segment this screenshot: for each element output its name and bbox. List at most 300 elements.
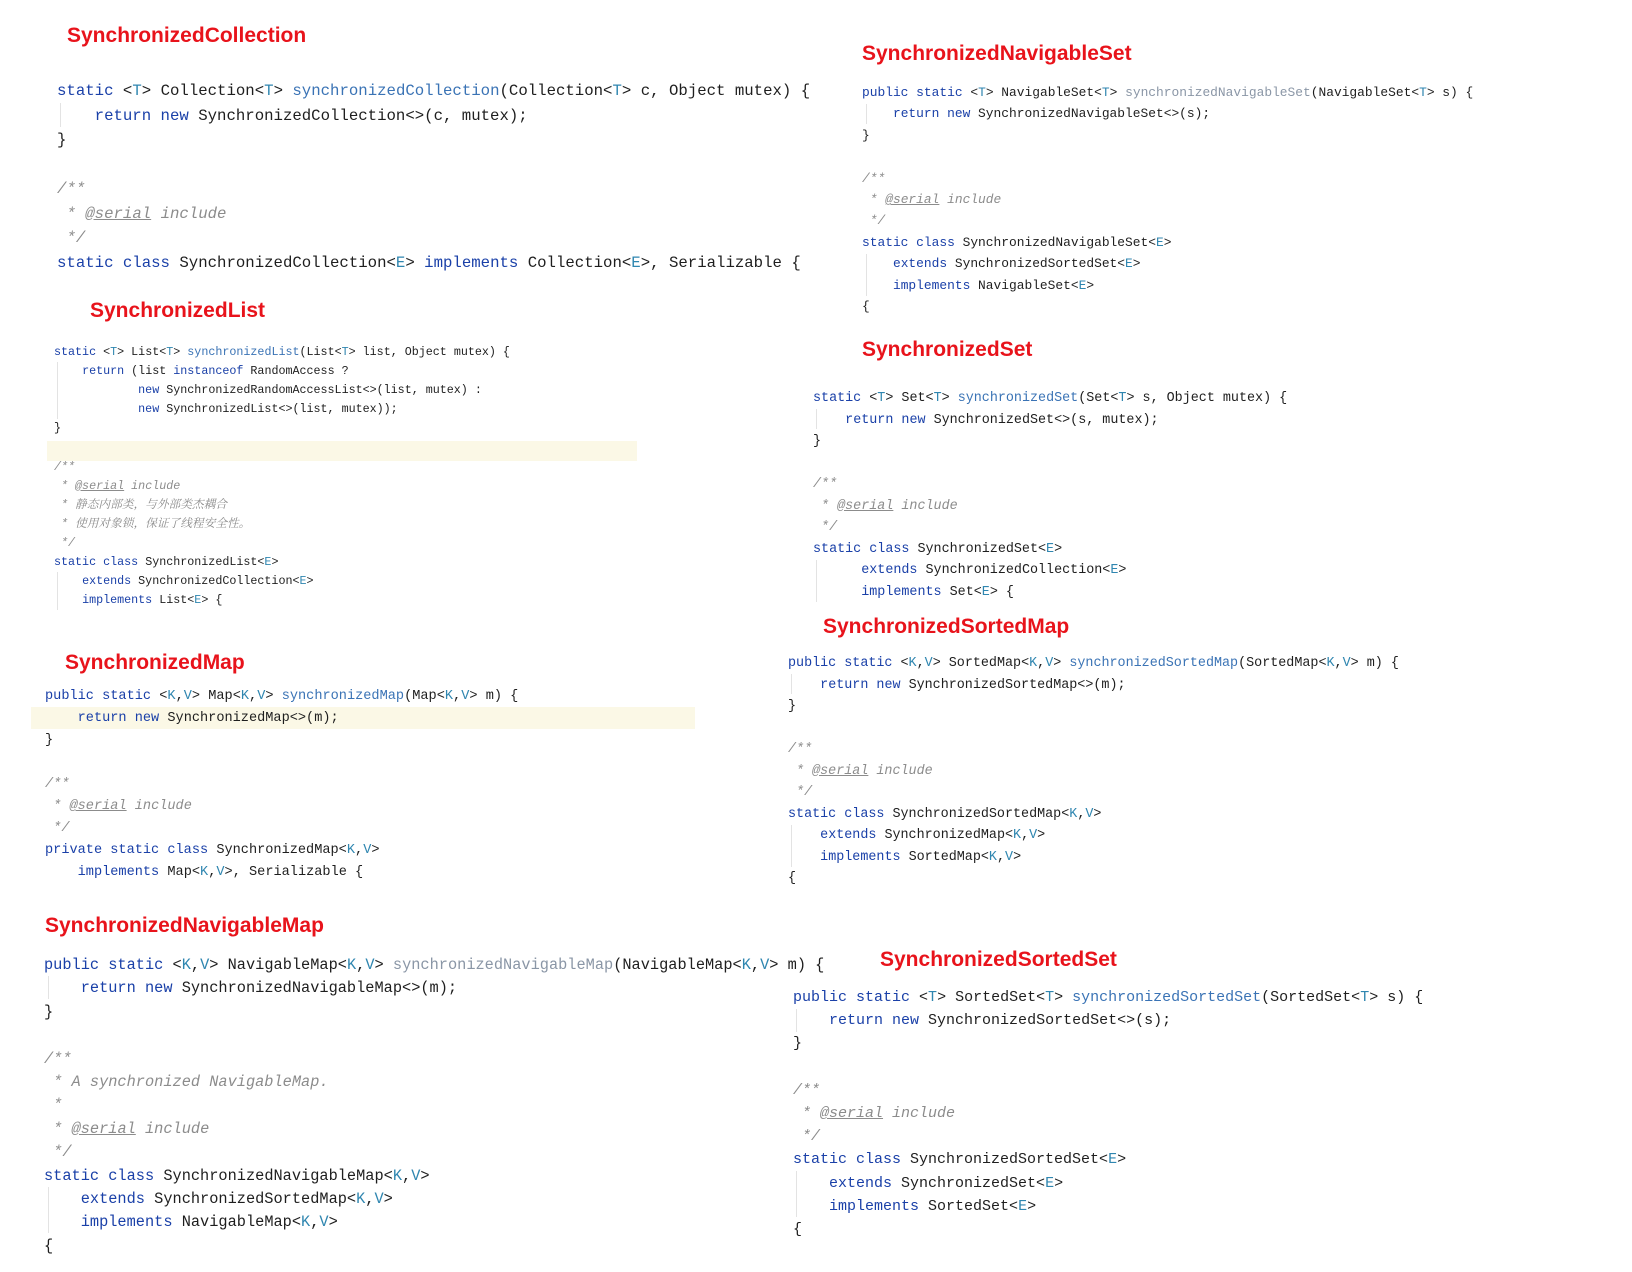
code-token: , bbox=[1021, 828, 1030, 843]
code-token: K bbox=[200, 865, 209, 880]
code-token: , bbox=[750, 956, 761, 974]
code-token bbox=[44, 1213, 81, 1231]
indent-guide bbox=[816, 560, 817, 602]
code-token: > bbox=[420, 1166, 430, 1185]
code-token: } bbox=[862, 127, 870, 143]
code-token: SynchronizedRandomAccessList<>(list, mutex) : bbox=[166, 383, 482, 398]
code-line bbox=[45, 752, 518, 774]
code-token: include bbox=[135, 1119, 210, 1138]
code-token: synchronizedSortedMap bbox=[1069, 656, 1239, 671]
code-line bbox=[44, 1188, 824, 1211]
code-token: E bbox=[299, 574, 307, 589]
code-token: (list bbox=[131, 364, 174, 379]
code-token: synchronizedSortedSet bbox=[1072, 989, 1262, 1006]
code-line bbox=[788, 761, 1399, 783]
code-token: SynchronizedSortedSet< bbox=[954, 256, 1126, 272]
code-token: * 使用对象锁，保证了线程安全性。 bbox=[54, 516, 251, 531]
code-token: SynchronizedSet< bbox=[901, 1174, 1046, 1192]
code-token: implements bbox=[892, 277, 979, 293]
code-token: > Map< bbox=[191, 689, 241, 704]
code-line bbox=[44, 1094, 824, 1117]
code-token: @serial bbox=[69, 799, 127, 814]
code-line bbox=[793, 1125, 1423, 1148]
code-token: < bbox=[159, 689, 168, 704]
code-token: SynchronizedSortedMap< bbox=[154, 1190, 357, 1209]
indent-guide bbox=[48, 1187, 49, 1233]
code-token: E bbox=[1108, 1151, 1118, 1169]
code-token: > bbox=[941, 391, 958, 406]
code-token: Collection< bbox=[527, 253, 632, 272]
code-token: return new bbox=[829, 1012, 929, 1030]
code-token: T bbox=[110, 345, 118, 359]
code-line bbox=[813, 410, 1287, 432]
snippet-title-navigable-set: SynchronizedNavigableSet bbox=[862, 42, 1132, 65]
code-line bbox=[57, 202, 810, 227]
code-token: > bbox=[1027, 1197, 1037, 1215]
code-token: implements bbox=[80, 1213, 182, 1232]
code-token: T bbox=[877, 391, 886, 406]
code-token: @serial bbox=[837, 498, 894, 514]
code-line bbox=[57, 226, 810, 251]
code-token: { bbox=[788, 871, 797, 886]
code-token: V bbox=[1045, 656, 1054, 671]
code-token: include bbox=[883, 1105, 956, 1123]
code-line bbox=[793, 1032, 1423, 1055]
code-line bbox=[54, 496, 510, 515]
code-token: SynchronizedSortedSet< bbox=[910, 1151, 1109, 1169]
code-token: V bbox=[1085, 806, 1094, 822]
code-line bbox=[54, 534, 510, 553]
code-token: > bbox=[1118, 563, 1127, 578]
code-token: V bbox=[363, 843, 372, 858]
code-token: return new bbox=[845, 412, 934, 428]
code-token: NavigableMap< bbox=[181, 1213, 302, 1232]
code-token: E bbox=[194, 593, 202, 608]
snippet-title-sorted-map: SynchronizedSortedMap bbox=[823, 615, 1070, 638]
code-token: return new bbox=[892, 106, 979, 122]
code-token: > m) { bbox=[469, 689, 519, 704]
code-token: K bbox=[346, 843, 356, 858]
code-token: SynchronizedNavigableSet< bbox=[962, 234, 1156, 250]
code-token: static bbox=[813, 391, 870, 406]
code-token: synchronizedList bbox=[187, 345, 300, 359]
code-token: extends bbox=[829, 1174, 902, 1192]
code-token: T bbox=[1045, 989, 1055, 1006]
code-line bbox=[54, 400, 510, 419]
code-token: Map< bbox=[167, 865, 201, 880]
code-token: < bbox=[900, 656, 909, 671]
code-token bbox=[788, 678, 820, 693]
code-token: /** bbox=[44, 1049, 72, 1068]
code-line bbox=[45, 796, 518, 818]
code-token bbox=[54, 402, 138, 416]
code-token: new bbox=[138, 383, 167, 398]
code-token: > bbox=[383, 1190, 393, 1209]
code-token: K bbox=[240, 689, 250, 704]
code-line bbox=[862, 296, 1473, 317]
code-line bbox=[788, 847, 1399, 869]
code-line bbox=[44, 977, 824, 1000]
indent-guide bbox=[57, 362, 58, 419]
code-line bbox=[44, 1235, 824, 1258]
code-token: * bbox=[57, 204, 86, 223]
code-token: E bbox=[1125, 256, 1133, 272]
code-token: } bbox=[813, 434, 822, 449]
code-token: T bbox=[612, 82, 622, 100]
code-token: /** bbox=[57, 180, 86, 198]
code-token: { bbox=[793, 1221, 803, 1239]
code-token: */ bbox=[45, 821, 70, 836]
code-token: (List< bbox=[299, 345, 342, 359]
code-token: /** bbox=[793, 1081, 821, 1099]
code-token: synchronizedCollection bbox=[292, 82, 500, 100]
code-token: } bbox=[44, 1002, 54, 1021]
code-token: > bbox=[1053, 656, 1070, 671]
code-token: * A synchronized NavigableMap. bbox=[44, 1073, 329, 1092]
code-token: public static bbox=[45, 689, 160, 704]
code-token: K bbox=[181, 956, 191, 974]
code-token: > bbox=[374, 956, 393, 974]
code-token: synchronizedMap bbox=[281, 689, 405, 704]
code-line bbox=[57, 153, 810, 178]
code-line bbox=[44, 1024, 824, 1047]
code-token: return bbox=[82, 364, 132, 379]
code-token: /** bbox=[54, 459, 76, 474]
code-token: > bbox=[1086, 277, 1095, 293]
code-token: , bbox=[365, 1190, 375, 1209]
code-token: } bbox=[793, 1035, 803, 1053]
code-line bbox=[813, 582, 1287, 604]
snippet-title-collection: SynchronizedCollection bbox=[67, 24, 307, 47]
code-token: SynchronizedMap<>(m); bbox=[167, 711, 339, 726]
code-token: K bbox=[444, 689, 454, 704]
code-line bbox=[44, 1071, 824, 1094]
code-line bbox=[44, 1165, 824, 1188]
code-token bbox=[44, 979, 81, 997]
code-token: > NavigableMap< bbox=[209, 956, 347, 974]
code-token: include bbox=[126, 799, 192, 814]
code-token bbox=[54, 574, 82, 588]
code-token: extends bbox=[82, 574, 139, 589]
code-line bbox=[57, 104, 810, 129]
code-token: static bbox=[57, 82, 123, 100]
code-token: K bbox=[346, 956, 357, 974]
code-token: > bbox=[1054, 1174, 1064, 1192]
code-token: < bbox=[970, 85, 979, 100]
code-token: static class bbox=[44, 1166, 164, 1185]
code-token: * 静态内部类，与外部类杰耦合 bbox=[54, 497, 227, 512]
code-line bbox=[793, 1009, 1423, 1032]
code-token: V bbox=[374, 1190, 384, 1209]
code-token: , bbox=[249, 689, 258, 704]
code-line bbox=[54, 343, 510, 362]
code-token: T bbox=[264, 82, 274, 100]
indent-guide bbox=[866, 254, 867, 296]
code-token: > c, Object mutex) { bbox=[621, 82, 811, 100]
code-token: } bbox=[45, 733, 54, 748]
snippet-title-set: SynchronizedSet bbox=[862, 338, 1033, 361]
code-token: Set< bbox=[949, 584, 982, 600]
code-token: K bbox=[908, 656, 917, 671]
code-token: (NavigableSet< bbox=[1310, 85, 1420, 100]
code-token: V bbox=[216, 865, 225, 880]
code-token: (SortedSet< bbox=[1261, 989, 1361, 1006]
code-token: SortedSet< bbox=[928, 1197, 1019, 1215]
code-token: , bbox=[1037, 656, 1046, 671]
code-line bbox=[862, 103, 1473, 124]
code-line bbox=[54, 477, 510, 496]
code-token bbox=[54, 364, 82, 378]
code-snippet-map bbox=[45, 686, 518, 884]
code-token: private static class bbox=[45, 843, 217, 858]
indent-guide bbox=[791, 674, 792, 694]
code-token: */ bbox=[813, 520, 838, 535]
code-token: include bbox=[939, 192, 1002, 208]
code-token: K bbox=[741, 956, 751, 974]
code-token: > bbox=[405, 253, 425, 272]
code-token: @serial bbox=[820, 1105, 884, 1123]
indent-guide bbox=[791, 825, 792, 867]
code-token: include bbox=[893, 498, 958, 514]
code-token: V bbox=[411, 1166, 421, 1185]
code-token: * bbox=[788, 763, 813, 779]
code-token: , bbox=[190, 956, 201, 974]
code-line bbox=[862, 253, 1473, 274]
code-line bbox=[813, 496, 1287, 518]
code-token: public static bbox=[788, 656, 901, 671]
code-line bbox=[788, 825, 1399, 847]
code-token: E bbox=[1018, 1197, 1028, 1215]
code-line bbox=[44, 1211, 824, 1234]
code-token: SynchronizedList<>(list, mutex)); bbox=[166, 402, 398, 417]
code-line bbox=[54, 381, 510, 400]
code-snippet-collection bbox=[57, 79, 810, 275]
code-token bbox=[54, 593, 82, 607]
code-token: > bbox=[1163, 234, 1172, 250]
code-token bbox=[793, 1012, 829, 1029]
code-token: V bbox=[183, 689, 192, 704]
code-token: > bbox=[1117, 1151, 1127, 1169]
code-token: SynchronizedCollection<>(c, mutex); bbox=[198, 106, 528, 125]
code-token: return new bbox=[77, 711, 168, 726]
code-line bbox=[862, 168, 1473, 189]
code-snippet-navigable-map bbox=[44, 954, 824, 1258]
code-token: (NavigableMap< bbox=[613, 956, 742, 974]
code-token: synchronizedSet bbox=[957, 391, 1079, 406]
code-token: K bbox=[1326, 656, 1335, 671]
code-token: > s, Object mutex) { bbox=[1126, 391, 1288, 406]
code-token: > bbox=[306, 574, 314, 589]
code-token: V bbox=[1005, 849, 1014, 865]
code-token: @serial bbox=[71, 1119, 136, 1138]
code-line bbox=[793, 1172, 1423, 1195]
code-token: /** bbox=[862, 170, 886, 186]
code-token: < bbox=[122, 82, 133, 100]
code-token: T bbox=[928, 989, 938, 1006]
code-token: > s) { bbox=[1426, 85, 1474, 100]
code-token: } bbox=[57, 131, 67, 149]
code-token: implements bbox=[820, 849, 909, 865]
code-token: implements bbox=[82, 593, 160, 608]
code-line bbox=[813, 431, 1287, 453]
code-token: SynchronizedMap< bbox=[216, 843, 347, 858]
code-line bbox=[54, 572, 510, 591]
code-token: < bbox=[919, 989, 929, 1006]
code-token: extends bbox=[80, 1190, 155, 1209]
code-line bbox=[813, 539, 1287, 561]
code-token: > bbox=[173, 345, 188, 359]
code-token: extends bbox=[820, 828, 885, 843]
code-token: SynchronizedMap< bbox=[884, 828, 1014, 843]
code-token: > m) { bbox=[769, 956, 825, 974]
code-token: , bbox=[356, 956, 366, 974]
code-line bbox=[813, 517, 1287, 539]
code-token: >, Serializable { bbox=[640, 253, 801, 272]
code-line bbox=[788, 718, 1399, 740]
code-token: SynchronizedCollection< bbox=[179, 253, 396, 272]
code-token bbox=[45, 711, 78, 726]
code-token: T bbox=[1419, 85, 1427, 100]
code-token: E bbox=[1155, 234, 1164, 250]
indent-guide bbox=[48, 976, 49, 999]
indent-guide bbox=[866, 104, 867, 124]
code-token: static class bbox=[813, 541, 918, 557]
code-token: return new bbox=[820, 677, 909, 693]
code-token: V bbox=[319, 1213, 329, 1232]
code-token: @serial bbox=[812, 763, 869, 779]
code-token bbox=[813, 413, 845, 428]
code-token: , bbox=[1334, 656, 1343, 671]
code-snippet-navigable-set bbox=[862, 82, 1473, 317]
code-line bbox=[813, 474, 1287, 496]
snippet-title-map: SynchronizedMap bbox=[65, 651, 245, 674]
code-token bbox=[57, 107, 95, 125]
code-token: , bbox=[208, 865, 217, 880]
code-token: K bbox=[392, 1166, 403, 1185]
code-token: SynchronizedSortedMap< bbox=[892, 806, 1070, 822]
code-token: (Map< bbox=[404, 689, 445, 704]
code-line bbox=[57, 79, 810, 104]
code-line bbox=[44, 1141, 824, 1164]
code-token: , bbox=[996, 849, 1006, 865]
code-token bbox=[793, 1175, 829, 1192]
code-snippet-list bbox=[54, 343, 510, 610]
code-token: /** bbox=[813, 477, 838, 492]
code-token: SynchronizedNavigableMap< bbox=[163, 1166, 393, 1185]
code-token: return new bbox=[94, 106, 199, 125]
code-token bbox=[813, 585, 861, 600]
code-token: instanceof bbox=[173, 364, 251, 379]
code-token: SynchronizedSet< bbox=[917, 541, 1047, 557]
code-line bbox=[788, 696, 1399, 718]
code-token: } bbox=[54, 421, 62, 436]
indent-guide bbox=[796, 1171, 797, 1217]
code-token: */ bbox=[788, 785, 813, 800]
code-token: < bbox=[103, 345, 111, 359]
code-line bbox=[54, 591, 510, 610]
code-token: (Collection< bbox=[499, 82, 613, 100]
code-token: include bbox=[151, 204, 227, 223]
code-token: , bbox=[355, 843, 364, 858]
indent-guide bbox=[60, 103, 61, 127]
code-line bbox=[45, 818, 518, 840]
code-token: E bbox=[1046, 541, 1055, 557]
code-line bbox=[793, 1195, 1423, 1218]
code-token: V bbox=[365, 956, 375, 974]
code-line bbox=[45, 862, 518, 884]
code-token: static class bbox=[54, 555, 146, 570]
indent-guide bbox=[57, 572, 58, 610]
code-token: T bbox=[1118, 391, 1127, 406]
code-line bbox=[44, 1001, 824, 1024]
code-line bbox=[57, 177, 810, 202]
code-token: @serial bbox=[885, 192, 940, 208]
code-token: */ bbox=[44, 1143, 72, 1162]
code-line bbox=[54, 438, 510, 457]
code-token bbox=[793, 1198, 829, 1215]
code-token: include bbox=[124, 478, 181, 493]
code-line bbox=[44, 954, 824, 977]
snippet-title-list: SynchronizedList bbox=[90, 299, 266, 322]
code-token: V bbox=[257, 689, 266, 704]
code-token: K bbox=[1069, 806, 1078, 822]
code-token: E bbox=[1110, 563, 1119, 578]
code-token: static class bbox=[793, 1151, 911, 1169]
code-token: static class bbox=[57, 253, 180, 272]
code-token: > SortedMap< bbox=[932, 656, 1030, 671]
code-token: V bbox=[200, 956, 210, 974]
code-token: E bbox=[631, 253, 641, 272]
code-token: T bbox=[933, 391, 942, 406]
code-token: * bbox=[44, 1119, 72, 1138]
code-token: E bbox=[1045, 1174, 1055, 1192]
code-line bbox=[793, 1218, 1423, 1241]
code-token: SynchronizedSortedSet<>(s); bbox=[928, 1012, 1172, 1030]
code-token: synchronizedNavigableMap bbox=[392, 956, 614, 974]
code-token bbox=[788, 828, 820, 843]
code-token: } bbox=[788, 699, 797, 714]
code-token: , bbox=[310, 1213, 320, 1232]
code-token: > SortedSet< bbox=[937, 989, 1046, 1006]
code-snippet-sorted-map bbox=[788, 653, 1399, 890]
indent-guide bbox=[796, 1009, 797, 1032]
code-token: > bbox=[1054, 541, 1063, 557]
code-token: implements bbox=[77, 865, 168, 880]
code-token: , bbox=[175, 689, 184, 704]
code-token: NavigableSet< bbox=[978, 277, 1079, 293]
code-token: > m) { bbox=[1350, 656, 1399, 671]
code-token: T bbox=[132, 82, 142, 100]
code-line bbox=[862, 189, 1473, 210]
code-token: SynchronizedSortedMap<>(m); bbox=[908, 677, 1126, 693]
code-token: implements bbox=[829, 1197, 929, 1215]
code-line bbox=[788, 739, 1399, 761]
code-line bbox=[788, 675, 1399, 697]
code-token: K bbox=[988, 849, 997, 865]
code-line bbox=[45, 774, 518, 796]
code-token: /** bbox=[788, 742, 813, 757]
code-line bbox=[54, 553, 510, 572]
code-token: new bbox=[138, 402, 167, 417]
code-token: > bbox=[1093, 806, 1102, 822]
code-token: implements bbox=[424, 253, 528, 272]
code-token: V bbox=[1342, 656, 1351, 671]
code-token: T bbox=[978, 85, 986, 100]
code-token: , bbox=[402, 1166, 412, 1185]
code-token bbox=[788, 850, 820, 865]
code-token: >, Serializable { bbox=[224, 865, 364, 880]
code-token: T bbox=[1101, 85, 1110, 100]
